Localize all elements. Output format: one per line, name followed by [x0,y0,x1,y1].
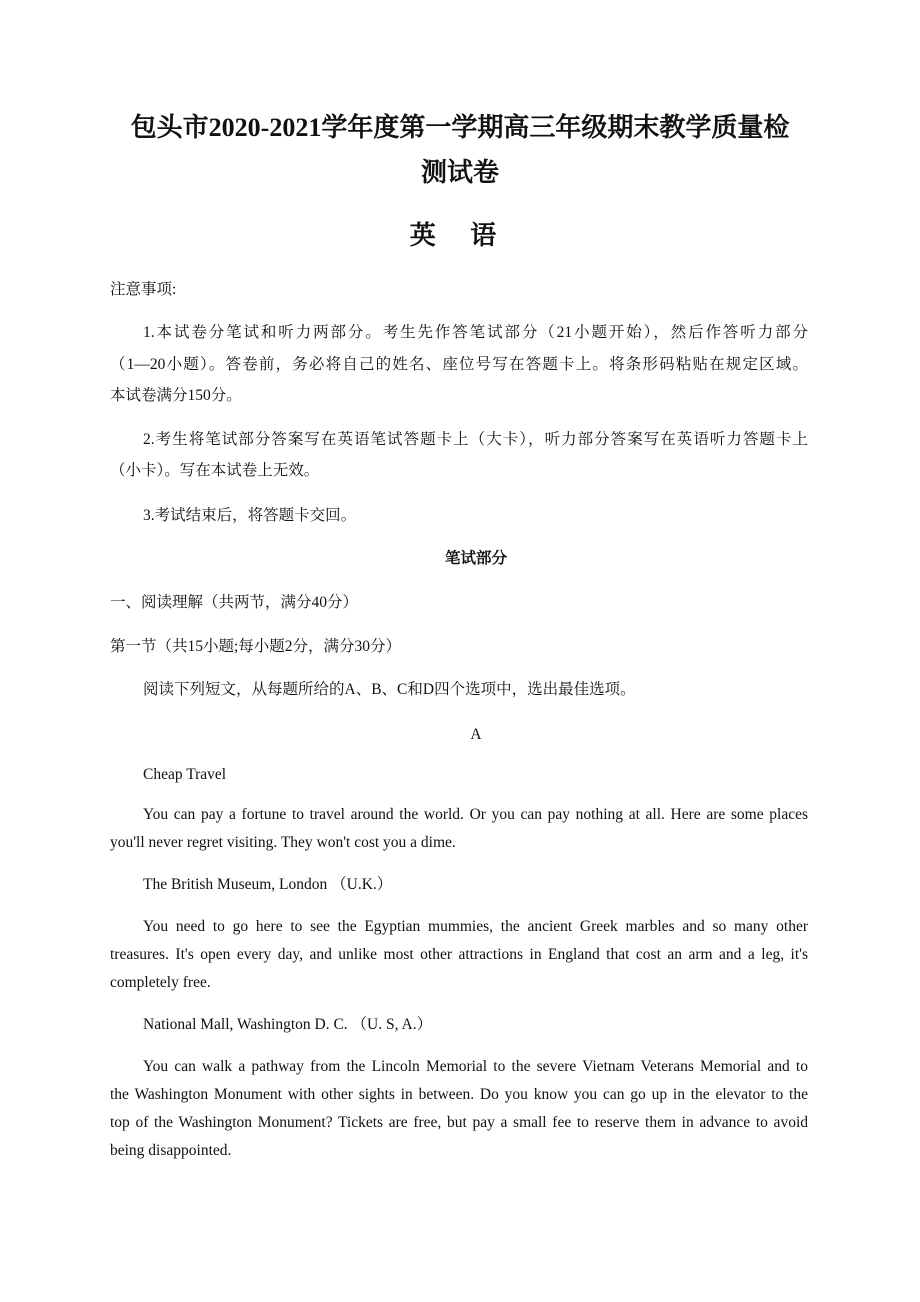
part-heading: 一、阅读理解（共两节，满分40分） [110,594,359,611]
exam-title-line2: 测试卷 [420,158,499,187]
exam-title-line1: 包头市2020-2021学年度第一学期高三年级期末教学质量检 [130,113,790,142]
passage-line: you'll never regret visiting. They won't cost you a dime. [110,834,456,851]
passage-line: completely free. [110,974,211,991]
place-heading: The British Museum, London （U.K.） [143,876,393,893]
notice-item-1-line: （1—20小题）。答卷前，务必将自己的姓名、座位号写在答题卡上。将条形码粘贴在规定区域。 [110,356,808,373]
passage-title: Cheap Travel [143,766,227,783]
passage-line: top of the Washington Monument? Tickets are free, but pay a small fee to reserve them in advance to avoid [110,1114,808,1131]
notice-item-2-line: （小卡）。写在本试卷上无效。 [110,462,320,479]
passage-line: You can pay a fortune to travel around the world. Or you can pay nothing at all. Here are some places [143,806,808,823]
notice-item-1-line: 1.本试卷分笔试和听力两部分。考生先作答笔试部分（21小题开始），然后作答听力部分 [143,324,808,341]
instruction: 阅读下列短文，从每题所给的A、B、C和D四个选项中，选出最佳选项。 [143,681,636,698]
passage-line: the Washington Monument with other sights in between. Do you know you can go up in the elevator to the [110,1086,808,1103]
notice-item-2-line: 2.考生将笔试部分答案写在英语笔试答题卡上（大卡），听力部分答案写在英语听力答题卡上 [143,431,808,448]
notice-item-1-line: 本试卷满分150分。 [110,387,242,404]
passage-line: You need to go here to see the Egyptian mummies, the ancient Greek marbles and so many other [143,918,808,935]
passage-line: being disappointed. [110,1142,232,1159]
passage-line: You can walk a pathway from the Lincoln Memorial to the severe Vietnam Veterans Memorial and to [143,1058,808,1075]
passage-label: A [470,726,482,743]
notice-heading: 注意事项: [110,281,177,298]
subject-heading: 英 语 [409,221,511,250]
section-heading: 第一节（共15小题;每小题2分，满分30分） [110,638,402,655]
notice-item-3: 3.考试结束后，将答题卡交回。 [143,507,357,524]
section-title: 笔试部分 [444,550,507,567]
place-heading: National Mall, Washington D. C. （U. S, A.） [143,1016,433,1033]
passage-line: treasures. It's open every day, and unlike most other attractions in England that cost an arm and a leg, it's [110,946,808,963]
